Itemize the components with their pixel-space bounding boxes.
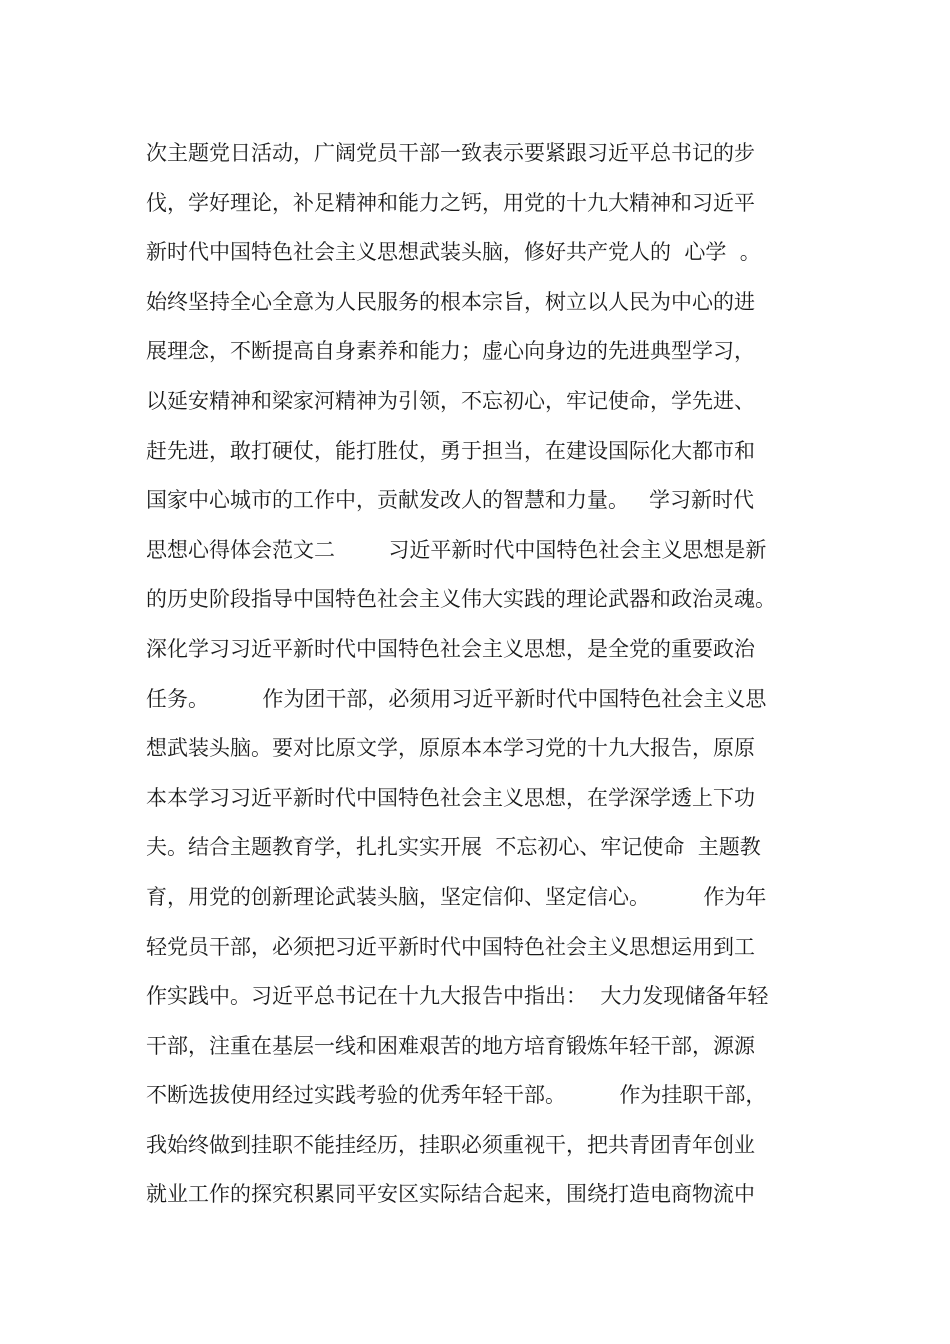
text-line-12: 任务。 作为团干部，必须用习近平新时代中国特色社会主义思 [146,686,767,711]
text-line-6: 以延安精神和梁家河精神为引领，不忘初心，牢记使命，学先进、 [146,388,755,413]
text-line-5: 展理念，不断提高自身素养和能力；虚心向身边的先进典型学习， [146,339,755,364]
text-line-3: 新时代中国特色社会主义思想武装头脑，修好共产党人的 心学 。 [146,240,761,265]
text-line-18: 作实践中。习近平总书记在十九大报告中指出： 大力发现储备年轻 [146,984,769,1009]
text-line-17: 轻党员干部，必须把习近平新时代中国特色社会主义思想运用到工 [146,934,755,959]
text-line-20: 不断选拔使用经过实践考验的优秀年轻干部。 作为挂职干部， [146,1083,767,1108]
text-line-19: 干部，注重在基层一线和困难艰苦的地方培育锻炼年轻干部，源源 [146,1033,755,1058]
text-line-14: 本本学习习近平新时代中国特色社会主义思想，在学深学透上下功 [146,785,755,810]
text-line-2: 伐，学好理论，补足精神和能力之钙，用党的十九大精神和习近平 [146,190,755,215]
text-line-22: 就业工作的探究积累同平安区实际结合起来，围绕打造电商物流中 [146,1182,755,1207]
text-line-15: 夫。结合主题教育学，扎扎实实开展 不忘初心、牢记使命 主题教 [146,835,761,860]
text-line-1: 次主题党日活动，广阔党员干部一致表示要紧跟习近平总书记的步 [146,141,755,165]
text-line-4: 始终坚持全心全意为人民服务的根本宗旨，树立以人民为中心的进 [146,289,755,314]
text-line-7: 赶先进，敢打硬仗，能打胜仗，勇于担当，在建设国际化大都市和 [146,438,755,463]
text-line-9: 思想心得体会范文二 习近平新时代中国特色社会主义思想是新 [146,537,767,562]
text-line-21: 我始终做到挂职不能挂经历，挂职必须重视干，把共青团青年创业 [146,1132,755,1157]
text-line-11: 深化学习习近平新时代中国特色社会主义思想，是全党的重要政治 [146,636,755,661]
text-line-16: 育，用党的创新理论武装头脑，坚定信仰、坚定信心。 作为年 [146,884,767,909]
body-text [146,129,836,1220]
text-line-8: 国家中心城市的工作中，贡献发改人的智慧和力量。 学习新时代 [146,488,755,513]
text-line-10: 的历史阶段指导中国特色社会主义伟大实践的理论武器和政治灵魂。 [146,587,776,612]
text-line-13: 想武装头脑。要对比原文学，原原本本学习党的十九大报告，原原 [146,736,755,761]
